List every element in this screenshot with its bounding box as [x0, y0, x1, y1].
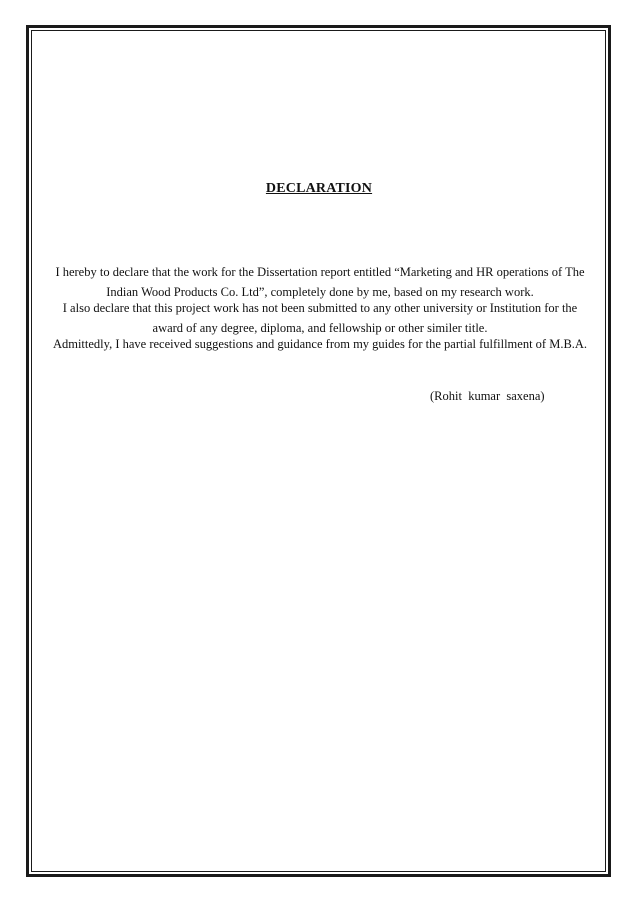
document-title: DECLARATION — [265, 181, 373, 196]
declaration-paragraph-1: I hereby to declare that the work for the Dissertation report entitled “Marketing and HR operations of The Indian Wood Products Co. Ltd”, completely done by me, based on my research work. — [55, 265, 585, 299]
declaration-paragraph-3: Admittedly, I have received suggestions and guidance from my guides for the partial fulfillment of M.B.A. — [52, 337, 588, 351]
signature-name: (Rohit kumar saxena) — [430, 389, 545, 403]
page-border-inner — [31, 30, 606, 872]
declaration-paragraph-2: I also declare that this project work has not been submitted to any other university or Institution for the award of any degree, diploma, and fellowship or other similer title. — [62, 301, 578, 335]
